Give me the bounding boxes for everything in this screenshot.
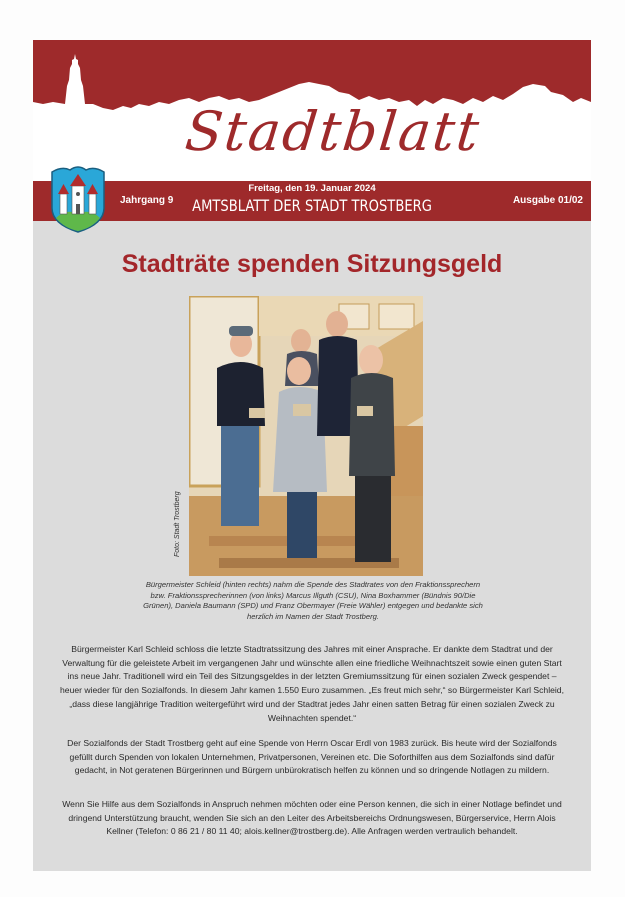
masthead-info-bar	[33, 181, 591, 221]
article-photo	[189, 296, 423, 576]
volume-label: Jahrgang 9	[120, 195, 174, 206]
issue-date: Freitag, den 19. Januar 2024	[248, 183, 376, 194]
issue-number: Ausgabe 01/02	[512, 195, 583, 206]
masthead-title: Stadtblatt	[182, 100, 484, 163]
photo-credit: Foto: Stadt Trostberg	[174, 491, 181, 557]
newspaper-page	[33, 40, 591, 871]
coat-of-arms-icon	[48, 162, 108, 234]
article-paragraph: Der Sozialfonds der Stadt Trostberg geht auf eine Spende von Herrn Oscar Erdl von 1983 zurück. Bis heute wird der Sozialfonds gefüllt durch Spenden von lokalen Unternehmen, Privatpersonen, Vereinen etc. Die Soforthilfen aus dem Sozialfonds sind dafür gedacht, in Not geratenen Bürgerinnen und Bürgern unbürokratisch helfen zu können und so dringende Notlagen zu mildern.	[67, 738, 557, 776]
photo-caption: Bürgermeister Schleid (hinten rechts) nahm die Spende des Stadtrates von den Fraktionssprechern bzw. Fraktionssprecherinnen (von links) Marcus Illguth (CSU), Nina Boxhammer (Bündnis 90/Die Grünen), Daniela Baumann (SPD) und Franz Obermayer (Freie Wähler) entgegen und bedankte sich herzlich im Namen der Stadt Trostberg.	[143, 580, 483, 621]
article-paragraph: Wenn Sie Hilfe aus dem Sozialfonds in Anspruch nehmen möchten oder eine Person kennen, die sich in einer Notlage befindet und dringend Unterstützung braucht, wenden Sie sich an den Leiter des Arbeitsbereichs Ordnungswesen, Bürgerservice, Herrn Alois Kellner (Telefon: 0 86 21 / 80 11 40; alois.kellner@trostberg.de). Alle Anfragen werden vertraulich behandelt.	[62, 799, 562, 837]
article-headline: Stadträte spenden Sitzungsgeld	[121, 250, 503, 278]
article-paragraph: Bürgermeister Karl Schleid schloss die letzte Stadtratssitzung des Jahres mit einer Ansprache. Er dankte dem Stadtrat und der Verwaltung für die geleistete Arbeit im vergangenen Jahr und wünschte allen eine friedliche Weihnachtszeit sowie einen guten Start ins neue Jahr. Traditionell wird ein Teil des Sitzungsgeldes in der letzten Gremiumssitzung für einen sozialen Zweck gespendet – heuer wieder für den Sozialfonds. In diesem Jahr kamen 1.550 Euro zusammen. „Es freut mich sehr,“ so Bürgermeister Karl Schleid, „dass diese langjährige Tradition weitergeführt wird und der Stadtrat jedes Jahr einen satten Betrag für einen sozialen Zweck zu Weihnachten spendet.“	[60, 644, 564, 723]
publication-name: AMTSBLATT DER STADT TROSTBERG	[192, 196, 432, 215]
